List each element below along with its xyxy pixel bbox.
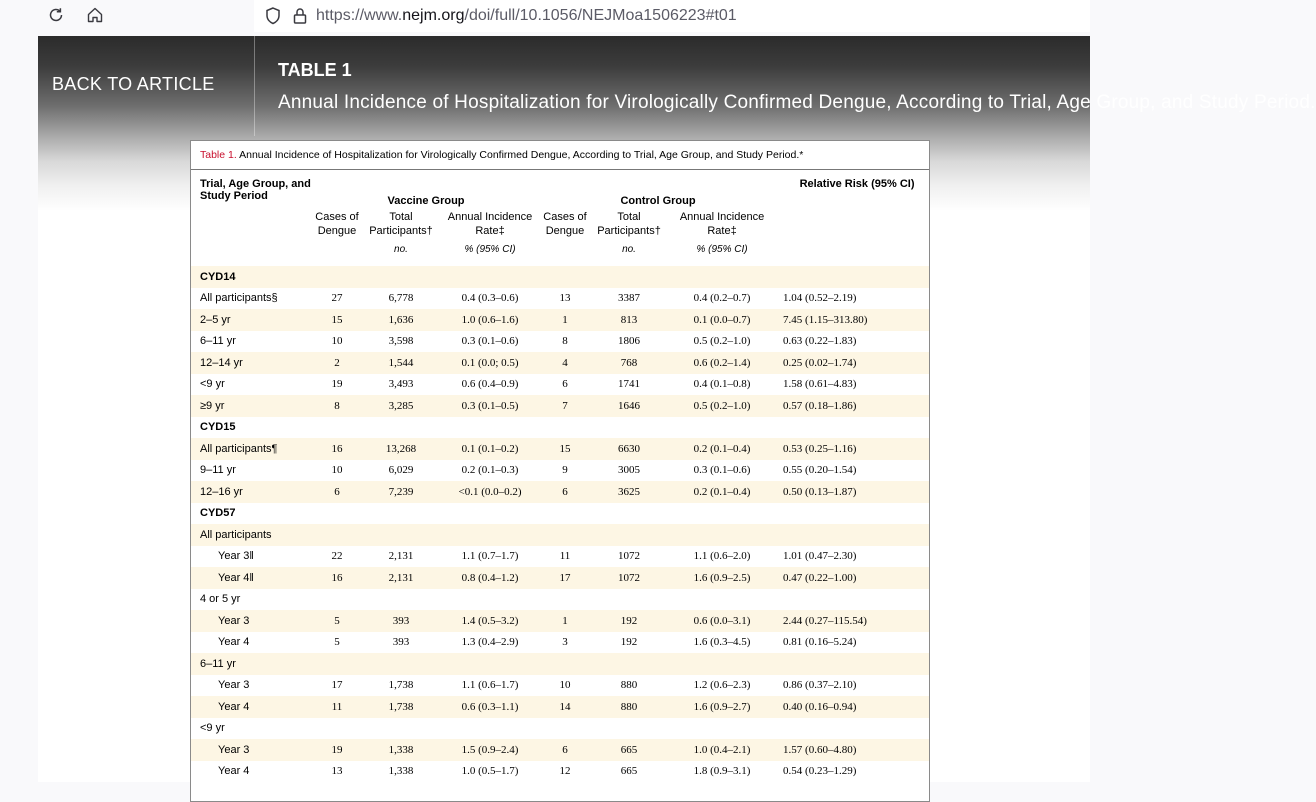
- vaccine-total-header: Total Participants†: [369, 211, 433, 237]
- cell-v-total: 1,636: [363, 309, 439, 331]
- cell-v-rate: 0.3 (0.1–0.6): [461, 335, 519, 348]
- table-row: [191, 739, 929, 761]
- row-label: 12–16 yr: [191, 481, 311, 503]
- cell-c-total: 1072: [618, 550, 641, 563]
- cell-c-total: 665: [589, 739, 669, 761]
- url-text[interactable]: [316, 7, 737, 25]
- section-label: CYD15: [200, 421, 236, 434]
- cell-c-rate: 0.3 (0.1–0.6): [693, 464, 751, 477]
- table-row: [191, 696, 929, 718]
- section-label: CYD14: [191, 266, 311, 288]
- row-label: Year 3: [218, 679, 250, 692]
- cell-v-total: 3,493: [388, 378, 414, 391]
- shield-icon: [264, 6, 282, 26]
- cell-c-cases: 8: [562, 335, 568, 348]
- table-row: [191, 352, 929, 374]
- cell-v-total: 3,285: [363, 395, 439, 417]
- row-label: 2–5 yr: [191, 309, 311, 331]
- cell-v-cases: 13: [331, 765, 343, 778]
- cell-rr: 0.55 (0.20–1.54): [783, 464, 857, 477]
- row-label: Year 3‖: [218, 550, 254, 563]
- cell-v-total: 7,239: [363, 481, 439, 503]
- table-row: [191, 331, 929, 353]
- cell-v-cases: 19: [311, 739, 363, 761]
- cell-v-rate: <0.1 (0.0–0.2): [439, 481, 541, 503]
- col-header-first: Trial, Age Group, and Study Period: [200, 178, 311, 202]
- cell-v-total: 1,738: [363, 696, 439, 718]
- cell-c-cases: 13: [559, 292, 571, 305]
- cell-c-rate: 1.2 (0.6–2.3): [693, 679, 751, 692]
- table-row: [191, 761, 929, 783]
- table-row: [191, 288, 929, 310]
- cell-v-total: 1,738: [388, 679, 414, 692]
- control-rate-header: Annual Incidence Rate‡: [679, 211, 765, 237]
- table-row: [191, 567, 929, 589]
- cell-rr: 0.63 (0.22–1.83): [783, 335, 857, 348]
- cell-v-rate: 0.6 (0.3–1.1): [439, 696, 541, 718]
- cell-c-total: 880: [589, 696, 669, 718]
- reload-icon: [47, 6, 65, 24]
- row-label: 6–11 yr: [200, 335, 236, 348]
- cell-c-rate: 1.0 (0.4–2.1): [669, 739, 775, 761]
- cell-c-total: 665: [620, 765, 638, 778]
- cell-v-rate: 1.0 (0.6–1.6): [439, 309, 541, 331]
- cell-v-total: 6,778: [388, 292, 414, 305]
- vaccine-group-header: Vaccine Group: [387, 195, 465, 207]
- table-title: Annual Incidence of Hospitalization for Virologically Confirmed Dengue, According to Trial, Age Group, and Study Period.: [278, 92, 1316, 113]
- cell-c-cases: 11: [559, 550, 571, 563]
- cell-c-rate: 1.8 (0.9–3.1): [693, 765, 751, 778]
- row-label: 6–11 yr: [191, 653, 311, 675]
- cell-rr: 0.53 (0.25–1.16): [775, 438, 929, 460]
- cell-rr: 0.40 (0.16–0.94): [775, 696, 929, 718]
- table-row: [191, 481, 929, 503]
- url-prefix: https://www.: [316, 7, 403, 24]
- relative-risk-header: Relative Risk (95% CI): [799, 178, 915, 190]
- url-bar[interactable]: [254, 0, 1090, 32]
- cell-v-cases: 8: [311, 395, 363, 417]
- cell-rr: 7.45 (1.15–313.80): [775, 309, 929, 331]
- row-label: Year 3: [191, 610, 311, 632]
- cell-c-rate: 0.4 (0.1–0.8): [693, 378, 751, 391]
- cell-rr: 0.25 (0.02–1.74): [775, 352, 929, 374]
- cell-rr: 0.86 (0.37–2.10): [783, 679, 857, 692]
- cell-v-cases: 17: [331, 679, 343, 692]
- cell-v-rate: 1.5 (0.9–2.4): [439, 739, 541, 761]
- cell-rr: 1.57 (0.60–4.80): [775, 739, 929, 761]
- cell-rr: 2.44 (0.27–115.54): [775, 610, 929, 632]
- table-row: [191, 610, 929, 632]
- row-label: <9 yr: [200, 378, 225, 391]
- cell-rr: 1.01 (0.47–2.30): [783, 550, 857, 563]
- header-divider: [254, 36, 255, 136]
- cell-v-total: 2,131: [388, 550, 414, 563]
- control-cases-header: Cases of Dengue: [543, 211, 587, 237]
- unit-no: no.: [622, 244, 636, 255]
- caption-text: Annual Incidence of Hospitalization for Virologically Confirmed Dengue, According to Trial, Age Group, and Study Period.*: [236, 149, 804, 161]
- cell-v-rate: 1.3 (0.4–2.9): [461, 636, 519, 649]
- table-label: TABLE 1: [278, 60, 352, 80]
- vaccine-rate-header: Annual Incidence Rate‡: [447, 211, 533, 237]
- table-row: [191, 632, 929, 654]
- table-body: [191, 266, 929, 782]
- unit-pct: % (95% CI): [464, 244, 516, 255]
- cell-c-total: 1072: [589, 567, 669, 589]
- table-row: [191, 718, 929, 740]
- cell-c-rate: 1.1 (0.6–2.0): [693, 550, 751, 563]
- table-row: [191, 589, 929, 611]
- cell-v-rate: 0.3 (0.1–0.5): [439, 395, 541, 417]
- cell-c-total: 3387: [618, 292, 641, 305]
- table-caption: [191, 141, 929, 170]
- table-row: [191, 417, 929, 439]
- cell-rr: 0.81 (0.16–5.24): [783, 636, 857, 649]
- cell-v-cases: 16: [311, 438, 363, 460]
- row-label: <9 yr: [200, 722, 225, 735]
- cell-rr: 1.58 (0.61–4.83): [783, 378, 857, 391]
- cell-c-cases: 6: [541, 739, 589, 761]
- cell-c-total: 192: [589, 610, 669, 632]
- data-table: [191, 170, 929, 782]
- table-row: [191, 309, 929, 331]
- home-button[interactable]: [82, 2, 108, 28]
- reload-button[interactable]: [43, 2, 69, 28]
- home-icon: [86, 6, 104, 24]
- caption-number: Table 1.: [200, 149, 237, 161]
- cell-v-cases: 22: [331, 550, 343, 563]
- cell-c-cases: 1: [541, 309, 589, 331]
- cell-c-total: 3005: [618, 464, 641, 477]
- table-row: [191, 503, 929, 525]
- table-row: [191, 546, 929, 568]
- cell-c-cases: 3: [562, 636, 568, 649]
- cell-rr: 0.54 (0.23–1.29): [783, 765, 857, 778]
- row-label: ≥9 yr: [191, 395, 311, 417]
- cell-c-rate: 0.6 (0.2–1.4): [669, 352, 775, 374]
- row-label: 12–14 yr: [191, 352, 311, 374]
- table-row: [191, 675, 929, 697]
- table-row: [191, 653, 929, 675]
- cell-v-rate: 1.1 (0.7–1.7): [461, 550, 519, 563]
- cell-v-rate: 1.0 (0.5–1.7): [461, 765, 519, 778]
- cell-c-rate: 1.6 (0.3–4.5): [693, 636, 751, 649]
- cell-c-rate: 0.5 (0.2–1.0): [693, 335, 751, 348]
- row-label: 4 or 5 yr: [200, 593, 241, 606]
- control-total-header: Total Participants†: [597, 211, 661, 237]
- cell-v-cases: 5: [334, 636, 340, 649]
- cell-v-rate: 0.1 (0.1–0.2): [439, 438, 541, 460]
- table-row: [191, 438, 929, 460]
- table-row: [191, 395, 929, 417]
- cell-rr: 0.50 (0.13–1.87): [775, 481, 929, 503]
- cell-c-total: 768: [589, 352, 669, 374]
- row-label: All participants¶: [191, 438, 311, 460]
- cell-c-cases: 6: [541, 481, 589, 503]
- cell-rr: 1.04 (0.52–2.19): [783, 292, 857, 305]
- cell-c-cases: 1: [541, 610, 589, 632]
- cell-v-rate: 1.4 (0.5–3.2): [439, 610, 541, 632]
- cell-v-total: 13,268: [363, 438, 439, 460]
- cell-v-cases: 6: [311, 481, 363, 503]
- table-row: [191, 524, 929, 546]
- row-label: 9–11 yr: [200, 464, 236, 477]
- cell-c-total: 880: [620, 679, 638, 692]
- cell-c-rate: 0.6 (0.0–3.1): [669, 610, 775, 632]
- row-label: All participants: [191, 524, 311, 546]
- cell-c-rate: 0.2 (0.1–0.4): [669, 438, 775, 460]
- row-label: Year 4: [191, 696, 311, 718]
- cell-c-total: 1646: [589, 395, 669, 417]
- cell-v-cases: 15: [311, 309, 363, 331]
- cell-c-rate: 0.4 (0.2–0.7): [693, 292, 751, 305]
- page-edge: [1090, 0, 1131, 782]
- cell-c-cases: 6: [562, 378, 568, 391]
- lock-icon: [292, 6, 308, 26]
- cell-rr: 0.47 (0.22–1.00): [775, 567, 929, 589]
- cell-c-cases: 14: [541, 696, 589, 718]
- cell-v-cases: 10: [331, 335, 343, 348]
- cell-v-cases: 11: [311, 696, 363, 718]
- cell-v-cases: 27: [331, 292, 343, 305]
- cell-c-total: 813: [589, 309, 669, 331]
- control-group-header: Control Group: [620, 195, 696, 207]
- cell-c-cases: 7: [541, 395, 589, 417]
- cell-v-total: 3,598: [388, 335, 414, 348]
- cell-c-rate: 0.5 (0.2–1.0): [669, 395, 775, 417]
- cell-c-cases: 15: [541, 438, 589, 460]
- cell-c-total: 192: [620, 636, 638, 649]
- unit-no: no.: [394, 244, 408, 255]
- row-label: Year 4: [218, 636, 250, 649]
- row-label: Year 4: [218, 765, 250, 778]
- cell-v-total: 1,338: [363, 739, 439, 761]
- cell-c-cases: 9: [562, 464, 568, 477]
- cell-v-cases: 10: [331, 464, 343, 477]
- cell-c-cases: 10: [559, 679, 571, 692]
- section-label: CYD57: [200, 507, 236, 520]
- table-viewer: [38, 36, 1316, 782]
- cell-v-total: 6,029: [388, 464, 414, 477]
- cell-v-rate: 0.2 (0.1–0.3): [461, 464, 519, 477]
- cell-v-cases: 5: [311, 610, 363, 632]
- cell-c-total: 1741: [618, 378, 641, 391]
- cell-v-total: 1,544: [363, 352, 439, 374]
- table-row: [191, 266, 929, 288]
- cell-c-cases: 17: [541, 567, 589, 589]
- cell-c-total: 6630: [589, 438, 669, 460]
- row-label: Year 4‖: [191, 567, 311, 589]
- cell-c-rate: 1.6 (0.9–2.7): [669, 696, 775, 718]
- cell-v-total: 393: [392, 636, 410, 649]
- cell-c-rate: 0.2 (0.1–0.4): [669, 481, 775, 503]
- table-row: [191, 374, 929, 396]
- cell-v-total: 393: [363, 610, 439, 632]
- url-path: /doi/full/10.1056/NEJMoa1506223#t01: [464, 7, 737, 24]
- row-label: Year 3: [191, 739, 311, 761]
- unit-pct: % (95% CI): [696, 244, 748, 255]
- back-to-article-link[interactable]: BACK TO ARTICLE: [52, 74, 215, 94]
- table-row: [191, 460, 929, 482]
- row-label: All participants§: [200, 292, 278, 305]
- cell-v-rate: 0.4 (0.3–0.6): [461, 292, 519, 305]
- cell-v-rate: 0.8 (0.4–1.2): [439, 567, 541, 589]
- cell-v-total: 1,338: [388, 765, 414, 778]
- cell-v-total: 2,131: [363, 567, 439, 589]
- url-domain: nejm.org: [402, 7, 465, 24]
- cell-v-cases: 19: [331, 378, 343, 391]
- cell-c-total: 1806: [618, 335, 641, 348]
- browser-toolbar: [0, 0, 1131, 36]
- cell-v-rate: 1.1 (0.6–1.7): [461, 679, 519, 692]
- cell-v-rate: 0.1 (0.0; 0.5): [439, 352, 541, 374]
- cell-c-cases: 12: [559, 765, 571, 778]
- cell-c-rate: 1.6 (0.9–2.5): [669, 567, 775, 589]
- cell-c-rate: 0.1 (0.0–0.7): [669, 309, 775, 331]
- table-figure: [190, 140, 930, 802]
- cell-c-cases: 4: [541, 352, 589, 374]
- vaccine-cases-header: Cases of Dengue: [315, 211, 359, 237]
- cell-v-rate: 0.6 (0.4–0.9): [461, 378, 519, 391]
- cell-v-cases: 16: [311, 567, 363, 589]
- cell-rr: 0.57 (0.18–1.86): [775, 395, 929, 417]
- cell-c-total: 3625: [589, 481, 669, 503]
- cell-v-cases: 2: [311, 352, 363, 374]
